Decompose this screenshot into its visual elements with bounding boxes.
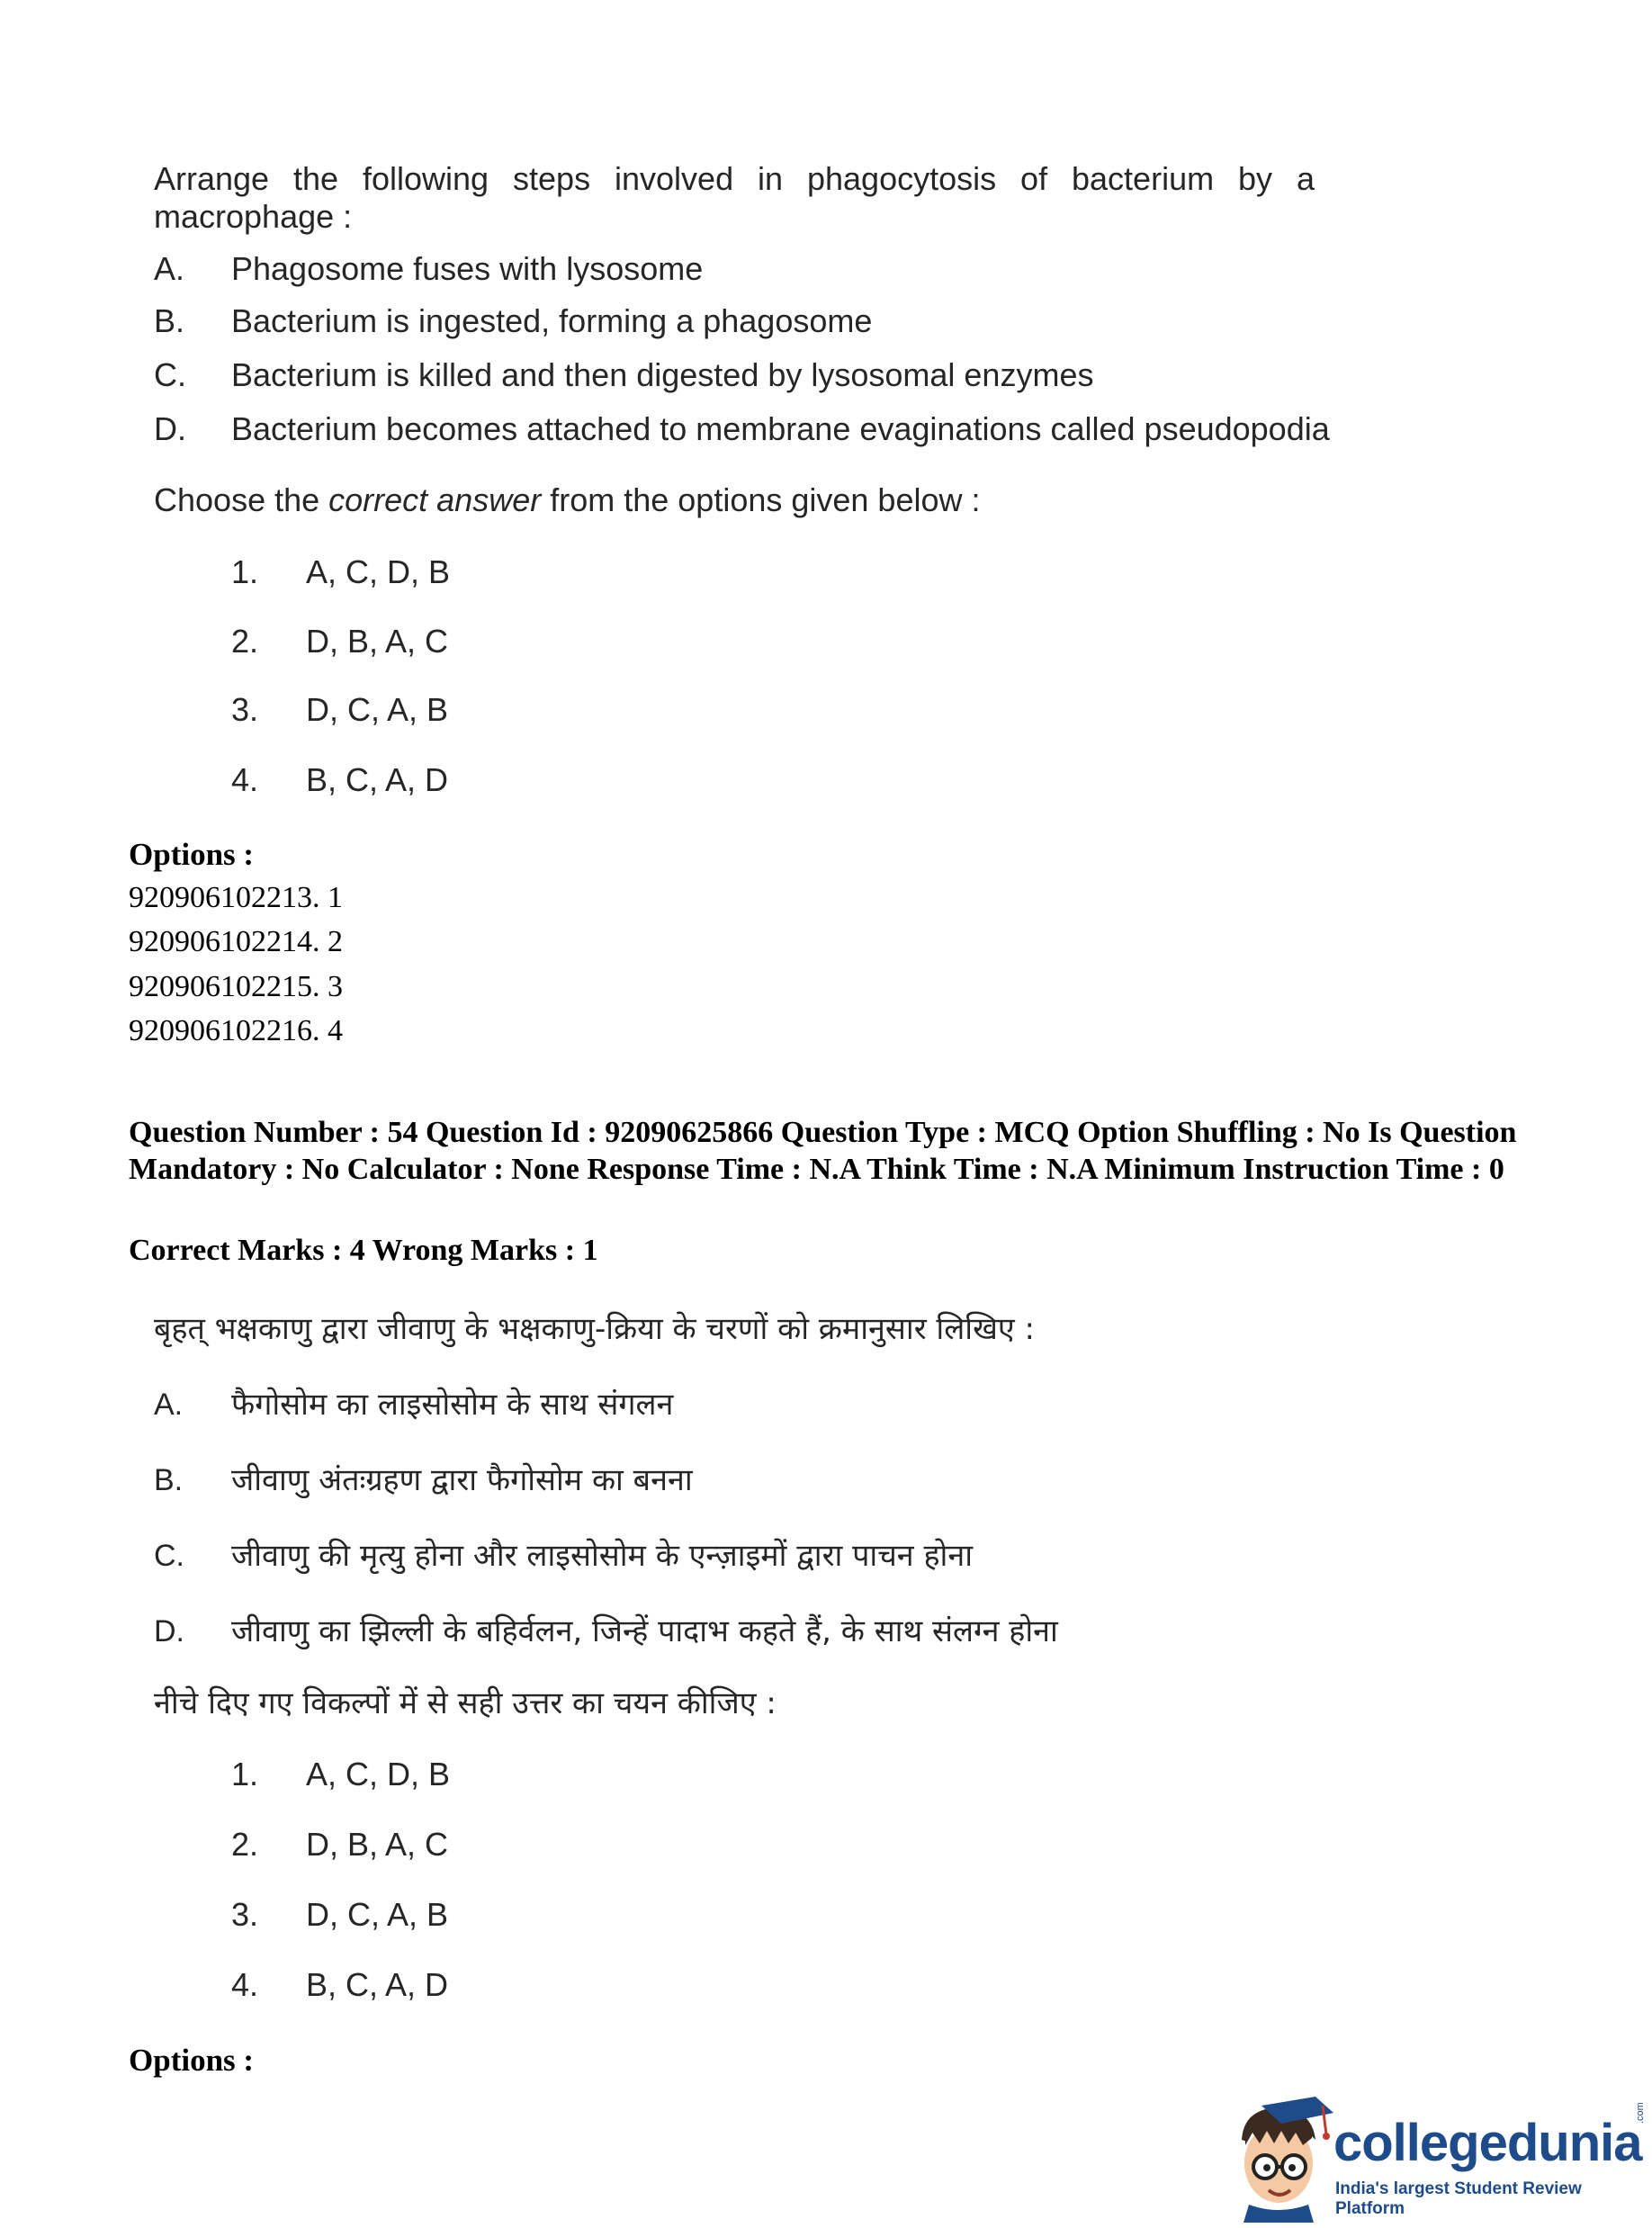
hindi-choose-instruction: नीचे दिए गए विकल्पों में से सही उत्तर का चयन कीजिए :: [154, 1685, 777, 1721]
step-b: B. Bacterium is ingested, forming a phagosome: [154, 302, 873, 339]
question-stem-hindi: बृहत् भक्षकाणु द्वारा जीवाणु के भक्षकाणु-क्रिया के चरणों को क्रमानुसार लिखिए :: [154, 1311, 1035, 1347]
question-metadata: Question Number : 54 Question Id : 92090625866 Question Type : MCQ Option Shuffling : No Is Question Mandatory : No Calculator : None Response Time : N.A Think Time : N.A Minimum Instruction Time : 0: [129, 1116, 1517, 1186]
hindi-step-d: D. जीवाणु का झिल्ली के बहिर्वलन, जिन्हें पादाभ कहते हैं, के साथ संलग्न होना: [154, 1613, 1058, 1649]
hindi-answer-option-1: 1. A, C, D, B: [231, 1756, 451, 1792]
collegedunia-logo: [1226, 2097, 1648, 2223]
choose-instruction: Choose the correct answer from the options given below :: [154, 481, 981, 518]
hindi-step-a: A. फैगोसोम का लाइसोसोम के साथ संगलन: [154, 1387, 674, 1423]
question-stem-english: Arrange the following steps involved in phagocytosis of bacterium by a macrophage :: [154, 160, 1315, 235]
logo-tagline: India's largest Student Review Platform: [1335, 2179, 1582, 2218]
option-id-4: 920906102216. 4: [129, 1014, 343, 1047]
marks-info: Correct Marks : 4 Wrong Marks : 1: [129, 1234, 598, 1267]
answer-option-2: 2. D, B, A, C: [231, 623, 449, 660]
answer-option-3: 3. D, C, A, B: [231, 691, 449, 728]
option-id-2: 920906102214. 2: [129, 925, 343, 958]
option-id-1: 920906102213. 1: [129, 881, 343, 914]
answer-option-4: 4. B, C, A, D: [231, 761, 449, 798]
logo-suffix: .com: [1635, 2102, 1646, 2124]
hindi-answer-option-3: 3. D, C, A, B: [231, 1896, 449, 1933]
hindi-answer-option-4: 4. B, C, A, D: [231, 1966, 449, 2003]
option-id-3: 920906102215. 3: [129, 970, 343, 1003]
logo-wordmark: collegedunia: [1333, 2114, 1642, 2172]
step-c: C. Bacterium is killed and then digested by lysosomal enzymes: [154, 356, 1094, 393]
options-heading: Options :: [129, 837, 255, 872]
mascot-icon: [1226, 2097, 1333, 2223]
step-a: A. Phagosome fuses with lysosome: [154, 250, 704, 287]
hindi-step-c: C. जीवाणु की मृत्यु होना और लाइसोसोम के एन्ज़ाइमों द्वारा पाचन होना: [154, 1538, 974, 1574]
answer-option-1: 1. A, C, D, B: [231, 553, 451, 590]
options-heading-2: Options :: [129, 2043, 255, 2078]
hindi-answer-option-2: 2. D, B, A, C: [231, 1826, 449, 1863]
step-d: D. Bacterium becomes attached to membrane evaginations called pseudopodia: [154, 410, 1330, 447]
hindi-step-b: B. जीवाणु अंतःग्रहण द्वारा फैगोसोम का बनना: [154, 1462, 693, 1498]
